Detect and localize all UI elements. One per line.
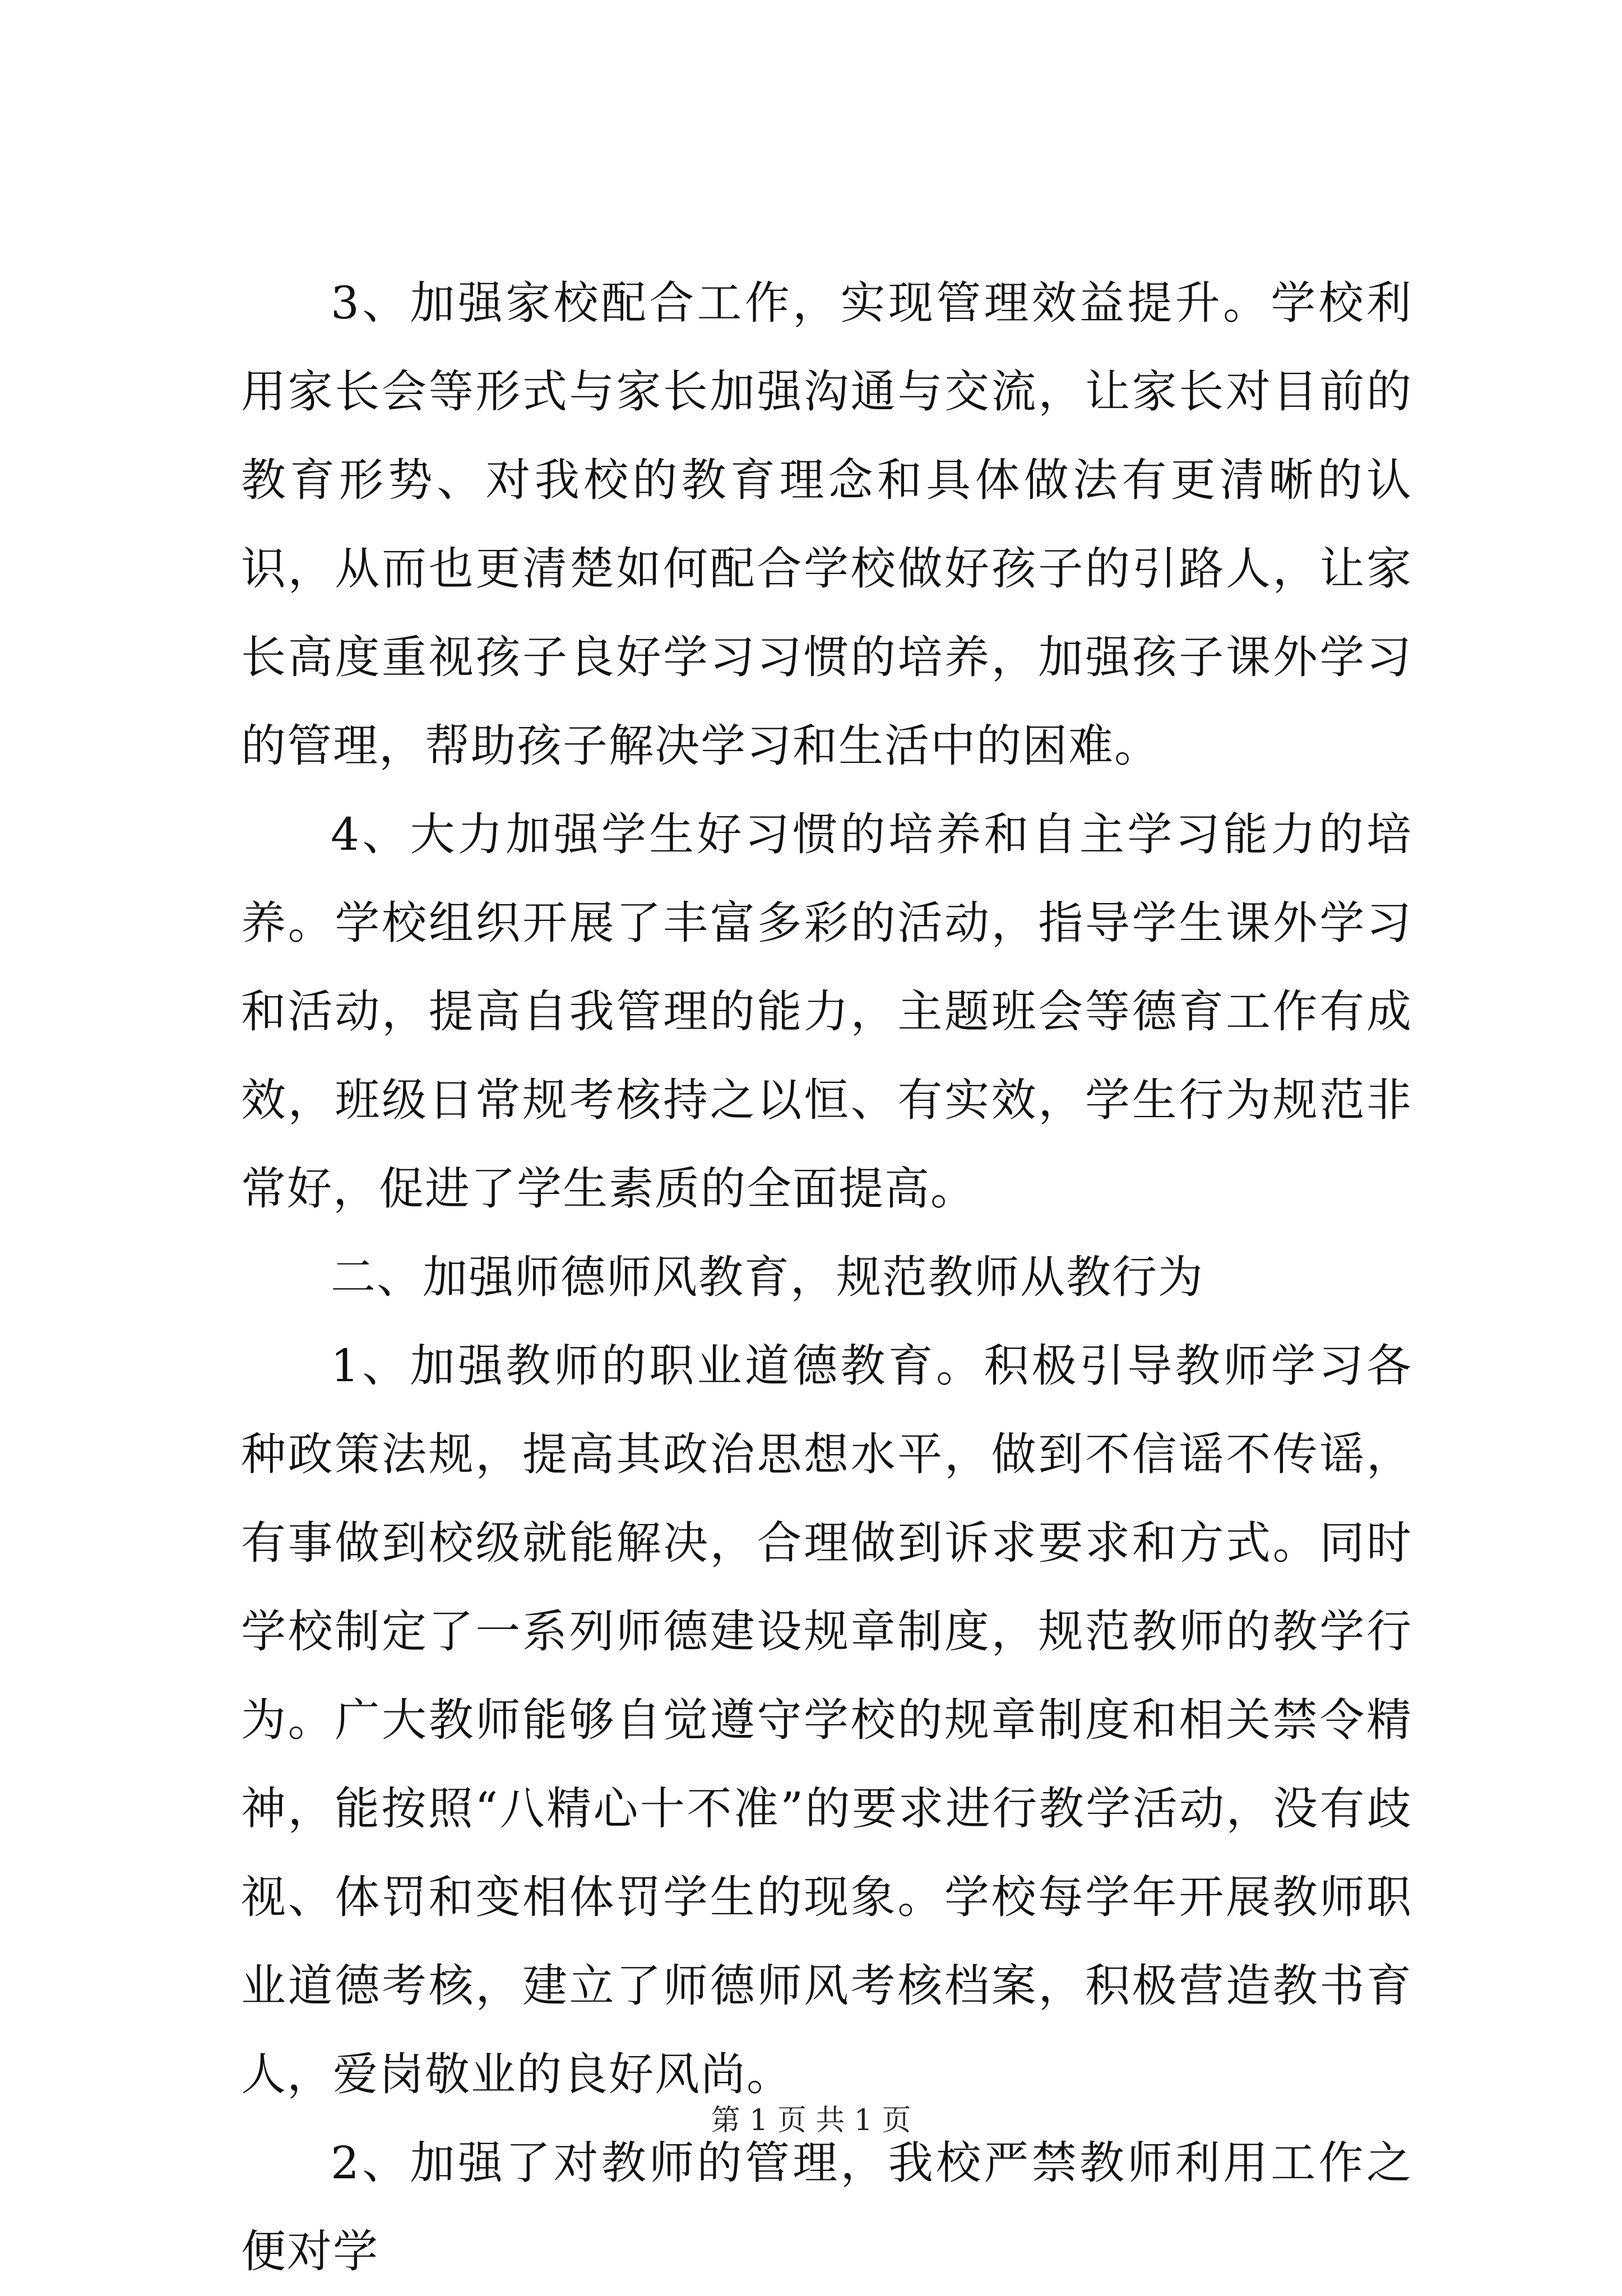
paragraph-student-habits: 4、大力加强学生好习惯的培养和自主学习能力的培养。学校组织开展了丰富多彩的活动，指导学生课外学习和活动，提高自我管理的能力，主题班会等德育工作有成效，班级日常规考核持之以恒、有实效，学生行为规范非常好，促进了学生素质的全面提高。: [241, 808, 1412, 1215]
paragraph-teacher-management: 2、加强了对教师的管理，我校严禁教师利用工作之便对学: [241, 2137, 1412, 2278]
section-heading-teacher-ethics: 二、加强师德师风教育，规范教师从教行为: [331, 1251, 1204, 1303]
paragraph-professional-ethics: 1、加强教师的职业道德教育。积极引导教师学习各种政策法规，提高其政治思想水平，做到不信谣不传谣，有事做到校级就能解决，合理做到诉求要求和方式。同时学校制定了一系列师德建设规章制度，规范教师的教学行为。广大教师能够自觉遵守学校的规章制度和相关禁令精神，能按照“八精心十不准”的要求进行教学活动，没有歧视、体罚和变相体罚学生的现象。学校每学年开展教师职业道德考核，建立了师德师风考核档案，积极营造教书育人，爱岗敬业的良好风尚。: [241, 1340, 1412, 2100]
paragraph-home-school-cooperation: 3、加强家校配合工作，实现管理效益提升。学校利用家长会等形式与家长加强沟通与交流，让家长对目前的教育形势、对我校的教育理念和具体做法有更清晰的认识，从而也更清楚如何配合学校做好孩子的引路人，让家长高度重视孩子良好学习习惯的培养，加强孩子课外学习的管理，帮助孩子解决学习和生活中的困难。: [241, 277, 1412, 772]
page-footer: 第 1 页 共 1 页: [711, 2104, 911, 2137]
document-body: [241, 259, 1412, 2296]
